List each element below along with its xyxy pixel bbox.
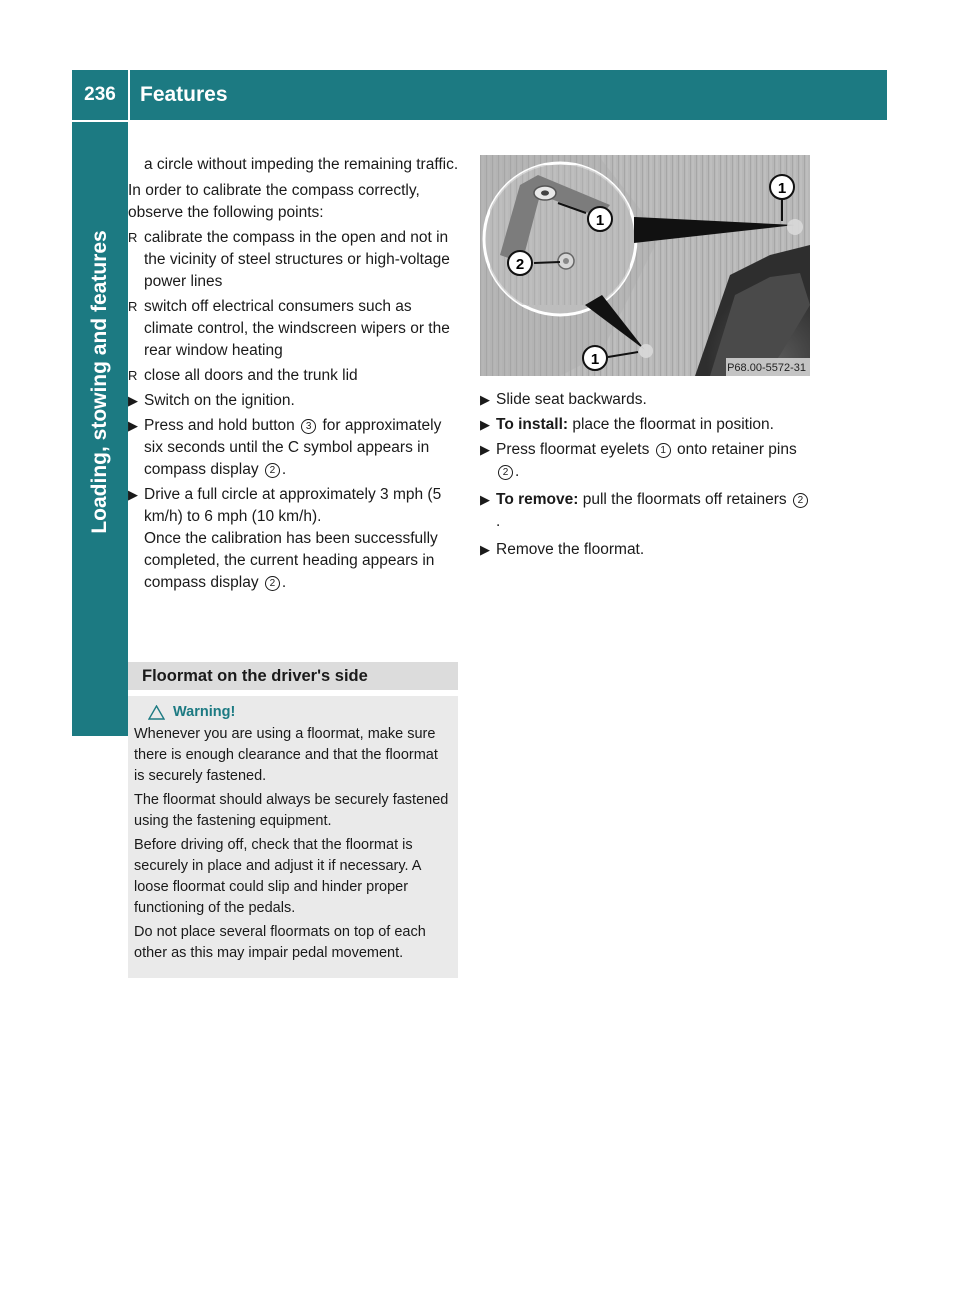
step-text: symbol appears in compass display [144, 439, 430, 478]
callout-number: 2 [265, 576, 280, 591]
callout-label: 2 [515, 256, 525, 273]
warning-triangle-icon [148, 705, 165, 720]
step-item [128, 415, 460, 481]
side-tab-label: Loading, stowing and features [88, 230, 111, 534]
warning-paragraph: Before driving off, check that the floormat is securely in place and adjust it if necessary. A loose floormat could slip and hinder proper functioning of the pedals. [134, 837, 421, 916]
callout-1-eyelet [588, 207, 612, 231]
bullet-marker: R [128, 299, 138, 314]
step-text: pull the floormats off retainers [582, 491, 787, 508]
bullet-item [128, 227, 460, 293]
step-text: onto retainer pins [676, 441, 797, 458]
left-column [128, 154, 460, 594]
callout-label: 1 [595, 212, 605, 229]
step-result: Once the calibration has been successfully completed, the current heading appears in compass display [144, 530, 438, 591]
warning-paragraph: Whenever you are using a floormat, make sure there is enough clearance and that the floormat is securely fastened. [134, 726, 438, 784]
page-number: 236 [84, 84, 116, 105]
continuation-text: a circle without impeding the remaining traffic. [144, 156, 459, 173]
step-arrow-icon: ▶ [480, 442, 490, 457]
section-title: Features [140, 83, 228, 106]
callout-1-top [770, 175, 794, 199]
step-arrow-icon: ▶ [128, 418, 138, 433]
step-label: To install: [496, 416, 569, 433]
side-tab-block [72, 642, 128, 736]
step-arrow-icon: ▶ [480, 492, 490, 507]
step-item [480, 414, 810, 436]
right-column [480, 386, 810, 561]
step-arrow-icon: ▶ [128, 487, 138, 502]
callout-number: 2 [265, 463, 280, 478]
step-text: Remove the floormat. [496, 541, 645, 558]
warning-header [134, 702, 452, 723]
step-arrow-icon: ▶ [480, 542, 490, 557]
step-text: . [281, 574, 287, 591]
step-arrow-icon: ▶ [128, 393, 138, 408]
figure-code: P68.00-5572-31 [727, 362, 806, 374]
bullet-item [128, 365, 460, 387]
compass-symbol: C [287, 439, 300, 456]
callout-number: 1 [656, 443, 671, 458]
bullet-text: close all doors and the trunk lid [144, 367, 358, 384]
step-text: Press floormat eyelets [496, 441, 650, 458]
floormat-figure [480, 155, 810, 376]
bullet-marker: R [128, 368, 138, 383]
intro-text: In order to calibrate the compass correctly, observe the following points: [128, 182, 420, 221]
callout-number: 3 [301, 419, 316, 434]
callout-label: 1 [590, 351, 600, 368]
step-text: for approximately six seconds until the [144, 417, 442, 456]
callout-number: 2 [498, 465, 513, 480]
bullet-item [128, 296, 460, 362]
subsection-heading-text: Floormat on the driver's side [142, 666, 368, 685]
warning-paragraph: Do not place several floormats on top of each other as this may impair pedal movement. [134, 924, 426, 961]
bullet-marker: R [128, 230, 138, 245]
step-text: . [281, 461, 287, 478]
step-text: Drive a full circle at approximately 3 mph (5 km/h) to 6 mph (10 km/h). [144, 486, 442, 525]
warning-title: Warning! [173, 704, 236, 720]
step-text: place the floormat in position. [572, 416, 774, 433]
step-text: . [496, 513, 501, 530]
step-text: . [515, 463, 520, 480]
step-arrow-icon: ▶ [480, 417, 490, 432]
callout-1-bottom [583, 346, 607, 370]
step-text: Press and hold button [144, 417, 295, 434]
step-item [480, 439, 810, 483]
step-item [128, 484, 460, 594]
bullet-text: switch off electrical consumers such as climate control, the windscreen wipers or the rear window heating [144, 298, 450, 359]
step-item [128, 390, 460, 412]
step-item [480, 489, 810, 533]
subsection-heading [128, 662, 458, 690]
step-text: Slide seat backwards. [496, 391, 647, 408]
header-divider [128, 70, 130, 120]
step-item [480, 539, 810, 561]
step-item [480, 389, 810, 411]
callout-number: 2 [793, 493, 808, 508]
callout-label: 1 [777, 180, 787, 197]
callout-2-pin [508, 251, 532, 275]
warning-paragraph: The floormat should always be securely fastened using the fastening equipment. [134, 792, 449, 829]
step-label: To remove: [496, 491, 579, 508]
warning-box [128, 696, 458, 978]
step-text: Switch on the ignition. [144, 392, 295, 409]
step-arrow-icon: ▶ [480, 392, 490, 407]
bullet-text: calibrate the compass in the open and not in the vicinity of steel structures or high-voltage power lines [144, 229, 450, 290]
